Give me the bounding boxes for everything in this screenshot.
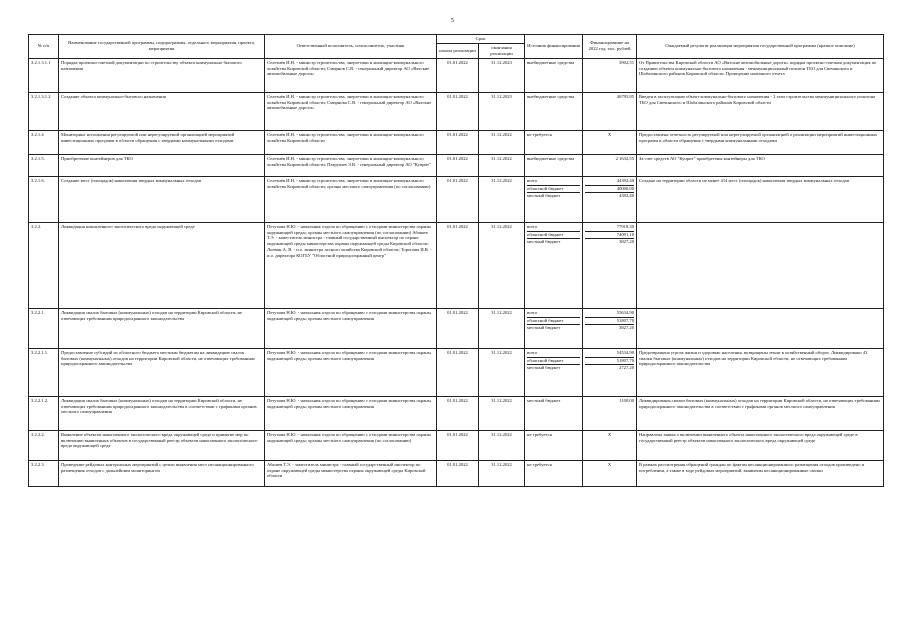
row-funding-amount <box>583 348 637 396</box>
row-name: Выявление объектов накопленного экологического вреда окружающей среде и принятие мер по включению выявленных объектов в государственный реестр объектов накопленного экологического вреда окружающей среде <box>59 430 265 460</box>
row-name: Создание объекта коммунально-бытового назначения <box>59 92 265 130</box>
row-start-date: 01.01.2022 <box>437 308 479 348</box>
row-funding-amount <box>583 154 637 176</box>
row-end-date: 31.12.2022 <box>479 396 525 430</box>
funding-amount-line: 77918,30 <box>616 223 635 229</box>
row-end-date: 31.12.2022 <box>479 154 525 176</box>
row-start-date: 01.01.2022 <box>437 222 479 308</box>
row-funding-amount <box>583 308 637 348</box>
funding-source-line: местный бюджет <box>527 364 580 371</box>
header-responsible: Ответственный исполнитель, соисполнитель, участник <box>265 35 437 59</box>
row-number: 3.2.1.4 <box>29 130 59 154</box>
row-expected-result: Предоставлена отчетность регулируемой или нерегулируемой организацией о реализации мероприятий инвестиционных программ в области обращения с твердыми коммунальными отходами <box>637 130 884 154</box>
row-responsible: Селезнёв И.Н. - министр строительства, энергетики и жилищно-коммунального хозяйства Кировской области; органы местного самоуправления (по согласованию) <box>265 176 437 222</box>
row-funding-source <box>525 58 583 92</box>
row-funding-source <box>525 460 583 486</box>
row-expected-result <box>637 222 884 308</box>
funding-amount-line: 3827,20 <box>585 324 634 331</box>
row-end-date: 31.12.2022 <box>479 460 525 486</box>
funding-source-line: местный бюджет <box>527 397 561 403</box>
row-funding-amount <box>583 460 637 486</box>
table-row <box>29 430 884 460</box>
row-funding-source <box>525 222 583 308</box>
table-row <box>29 130 884 154</box>
row-funding-source <box>525 154 583 176</box>
header-term: Срок <box>437 35 525 44</box>
funding-amount-line: 40000,00 <box>585 185 634 192</box>
row-responsible: Петухова Н.Ю. - начальник отдела по обращению с отходами министерства охраны окружающей среды; органы местного самоуправления (по согласованию) <box>265 430 437 460</box>
row-funding-amount <box>583 176 637 222</box>
row-number: 3.2.1.5. <box>29 154 59 176</box>
table-row <box>29 348 884 396</box>
row-responsible: Селезнёв И.Н. - министр строительства, энергетики и жилищно-коммунального хозяйства Кировской области; Смирнов С.В. - генеральный директор АО «Вятские автомобильные дороги» <box>265 58 437 92</box>
row-expected-result: За счет средств АО "Куприт" приобретены контейнеры для ТКО <box>637 154 884 176</box>
table-row <box>29 308 884 348</box>
funding-source-line: местный бюджет <box>527 238 580 245</box>
row-expected-result: От Правительства Кировской области АО «Вятские автомобильные дороги» порядка проектно-сметная документация по созданию объекта коммунально-бытового назначения - межмуниципальный полигон ТБО для Свечинского и Шабалинского районов Кировской области. Проведение наличного отчета <box>637 58 884 92</box>
row-end-date: 31.12.2022 <box>479 430 525 460</box>
funding-amount-line: 4392,40 <box>585 192 634 199</box>
funding-amount-line: 74091,10 <box>585 231 634 238</box>
row-expected-result: Создано на территории области не менее 414 мест (площадок) накопления твердых коммунальных отходов <box>637 176 884 222</box>
row-number: 3.2.1.3.1.2 <box>29 92 59 130</box>
funding-source-line: не требуется <box>527 431 552 437</box>
row-name: Порядка проектно-сметной документации по строительству объекта коммунально-бытового назначения <box>59 58 265 92</box>
row-funding-amount <box>583 430 637 460</box>
funding-source-line: внебюджетные средства <box>527 155 575 161</box>
row-expected-result: Направлена заявка о включении выявленного объекта накопленного экологического вреда окружающей среде в государственный реестр объектов накопленного экологического вреда окружающей среде <box>637 430 884 460</box>
funding-source-line: всего <box>527 309 538 315</box>
row-funding-source <box>525 92 583 130</box>
table-row <box>29 396 884 430</box>
funding-amount-line: 55634,90 <box>616 309 635 315</box>
funding-source-line: местный бюджет <box>527 192 580 199</box>
funding-amount-line: 2 1632,55 <box>615 155 635 161</box>
table-body <box>29 58 884 486</box>
row-start-date: 01.01.2022 <box>437 396 479 430</box>
row-number: 3.2.2.1. <box>29 308 59 348</box>
funding-source-line: всего <box>527 177 538 183</box>
row-number: 3.2.1.6. <box>29 176 59 222</box>
row-end-date: 31.12.2022 <box>479 130 525 154</box>
row-funding-amount <box>583 92 637 130</box>
program-table <box>28 34 884 487</box>
funding-source-line: областной бюджет <box>527 231 580 238</box>
row-start-date: 01.01.2022 <box>437 430 479 460</box>
row-responsible: Селезнёв И.Н. - министр строительства, энергетики и жилищно-коммунального хозяйства Кировской области; Патрушев Э.В. - генеральный директор АО "Куприт" <box>265 154 437 176</box>
funding-source-line: внебюджетные средства <box>527 59 575 65</box>
table-row <box>29 460 884 486</box>
row-expected-result: Ликвидированы свалки бытовых (коммунальных) отходов на территории Кировской области, не отвечающих требованиям природоохранного законодательства в соответствии с графиками органов местного самоуправления <box>637 396 884 430</box>
row-end-date: 31.12.2023 <box>479 92 525 130</box>
row-end-date: 31.12.2023 <box>479 58 525 92</box>
row-end-date: 31.12.2022 <box>479 176 525 222</box>
row-name: Предоставление субсидий из областного бюджета местным бюджетам на ликвидацию свалок бытовых (коммунальных) отходов на территории Кировской области, не отвечающих требованиям природоохранного законодательства <box>59 348 265 396</box>
header-name: Наименование государственной программы, подпрограммы, отдельного мероприятия, проекта, мероприятия <box>59 35 265 59</box>
funding-amount-line: X <box>607 431 612 437</box>
funding-source-line: местный бюджет <box>527 324 580 331</box>
funding-amount-line: 1100,00 <box>619 397 635 403</box>
funding-amount-line: 54534,90 <box>616 349 635 355</box>
row-start-date: 01.01.2022 <box>437 460 479 486</box>
header-num: № п/п <box>29 35 59 59</box>
funding-amount-line: 51807,70 <box>585 357 634 364</box>
row-funding-amount <box>583 58 637 92</box>
row-start-date: 01.01.2022 <box>437 130 479 154</box>
row-start-date: 01.01.2022 <box>437 92 479 130</box>
funding-source-line: всего <box>527 223 538 229</box>
row-end-date: 31.12.2022 <box>479 308 525 348</box>
row-end-date: 31.12.2022 <box>479 222 525 308</box>
row-name: Ликвидация свалок бытовых (коммунальных) отходов на территории Кировской области, не отвечающих требованиям природоохранного законодательства <box>59 308 265 348</box>
row-expected-result: Предотвращена угроза жизни и здоровью населения, возвращены земли в хозяйственный оборот. Ликвидировано 43 свалки бытовых (коммунальных) отходов на территории Кировской области, не отвечающих требованиям природоохранного законодательства <box>637 348 884 396</box>
row-responsible: Петухова Н.Ю. - начальник отдела по обращению с отходами министерства охраны окружающей среды; органы местного самоуправления <box>265 396 437 430</box>
row-name: Создание мест (площадок) накопления твердых коммунальных отходов <box>59 176 265 222</box>
table-row <box>29 176 884 222</box>
funding-source-line: областной бюджет <box>527 317 580 324</box>
row-start-date: 01.01.2022 <box>437 176 479 222</box>
row-number: 3.2.2. <box>29 222 59 308</box>
table-row <box>29 154 884 176</box>
row-expected-result: Введен в эксплуатацию объект коммунально-бытового назначения - 2 этап строительства межмуниципального полигона ТБО для Свечинского и Шабалинского районов Кировской области <box>637 92 884 130</box>
page-number: 5 <box>451 18 454 24</box>
header-end: окончания реализации <box>479 43 525 58</box>
row-name: Проведение рейдовых контрольных мероприятий с целью выявления мест несанкционированного размещения отходов с дальнейшим мониторингом <box>59 460 265 486</box>
funding-amount-line: 44392,40 <box>616 177 635 183</box>
row-responsible: Абашев Т.Э. - заместитель министра - главный государственный инспектор по охране окружающей среды министерства охраны окружающей среды Кировской области <box>265 460 437 486</box>
row-name: Приобретение контейнеров для ТКО <box>59 154 265 176</box>
header-start: начала реализации <box>437 43 479 58</box>
row-number: 3.2.2.1.2. <box>29 396 59 430</box>
row-funding-amount <box>583 222 637 308</box>
funding-source-line: областной бюджет <box>527 185 580 192</box>
row-start-date: 01.01.2022 <box>437 58 479 92</box>
funding-amount-line: 51807,70 <box>585 317 634 324</box>
row-start-date: 01.01.2022 <box>437 154 479 176</box>
row-funding-amount <box>583 396 637 430</box>
row-start-date: 01.01.2022 <box>437 348 479 396</box>
row-name: Ликвидация свалок бытовых (коммунальных) отходов на территории Кировской области, не отвечающих требованиям природоохранного законодательства в соответствии с графиками органов местного самоуправления <box>59 396 265 430</box>
table-header-row <box>29 35 884 44</box>
funding-amount-line: 2727,20 <box>585 364 634 371</box>
funding-source-line: всего <box>527 349 538 355</box>
header-source: Источник финансирования <box>525 35 583 59</box>
row-number: 3.2.1.3.1.1 <box>29 58 59 92</box>
row-funding-source <box>525 348 583 396</box>
row-name: Ликвидация накопленного экологического вреда окружающей среде <box>59 222 265 308</box>
funding-amount-line: 46795,85 <box>616 93 635 99</box>
funding-amount-line: 3827,20 <box>585 238 634 245</box>
row-responsible: Селезнёв И.Н. - министр строительства, энергетики и жилищно-коммунального хозяйства Кировской области; Смирнова С.В. - генеральный директор АО «Вятские автомобильные дороги» <box>265 92 437 130</box>
row-end-date: 31.12.2022 <box>479 348 525 396</box>
row-number: 3.2.2.1.1. <box>29 348 59 396</box>
row-funding-source <box>525 176 583 222</box>
row-expected-result <box>637 308 884 348</box>
row-funding-source <box>525 396 583 430</box>
row-funding-source <box>525 308 583 348</box>
funding-source-line: внебюджетные средства <box>527 93 575 99</box>
funding-amount-line: X <box>607 131 612 137</box>
row-funding-source <box>525 430 583 460</box>
row-funding-amount <box>583 130 637 154</box>
funding-amount-line: 3902,51 <box>619 59 635 65</box>
header-funding: Финансирование на 2022 год, тыс. рублей <box>583 35 637 59</box>
row-funding-source <box>525 130 583 154</box>
row-name: Мониторинг исполнения регулируемой или нерегулируемой организацией мероприятий инвестиционных программ в области обращения с твердыми коммунальными отходами <box>59 130 265 154</box>
row-number: 3.2.2.2. <box>29 430 59 460</box>
row-number: 3.2.2.3. <box>29 460 59 486</box>
funding-source-line: не требуется <box>527 461 552 467</box>
row-responsible: Петухова Н.Ю. - начальник отдела по обращению с отходами министерства охраны окружающей среды; органы местного самоуправления (по согласованию) Абашев Т.Э. - заместитель министра - главный государственный инспектор по охране окружающей среды министерства охраны окружающей среды Кировской области; Лоевин А. В. - и.о. министра лесного хозяйства Кировской области; Торопова И.В. - и.о. директора КОГБУ "Областной природоохранный центр" <box>265 222 437 308</box>
row-responsible: Селезнёв И.Н. - министр строительства, энергетики и жилищно-коммунального хозяйства Кировской области <box>265 130 437 154</box>
table-row <box>29 92 884 130</box>
table-row <box>29 222 884 308</box>
funding-source-line: областной бюджет <box>527 357 580 364</box>
row-expected-result: В рамках рассмотрения обращений граждан по фактам несанкционированного размещения отходов произведено и потреблении, а также в ходе рейдовых мероприятий, выявлены несанкционированные свалки <box>637 460 884 486</box>
funding-amount-line: X <box>607 461 612 467</box>
row-responsible: Петухова Н.Ю. - начальник отдела по обращению с отходами министерства охраны окружающей среды; органы местного самоуправления <box>265 308 437 348</box>
funding-source-line: не требуется <box>527 131 552 137</box>
row-responsible: Петухова Н.Ю. - начальник отдела по обращению с отходами министерства охраны окружающей среды; органы местного самоуправления <box>265 348 437 396</box>
table-row <box>29 58 884 92</box>
header-result: Ожидаемый результат реализации мероприятия государственной программы (краткое описание) <box>637 35 884 59</box>
